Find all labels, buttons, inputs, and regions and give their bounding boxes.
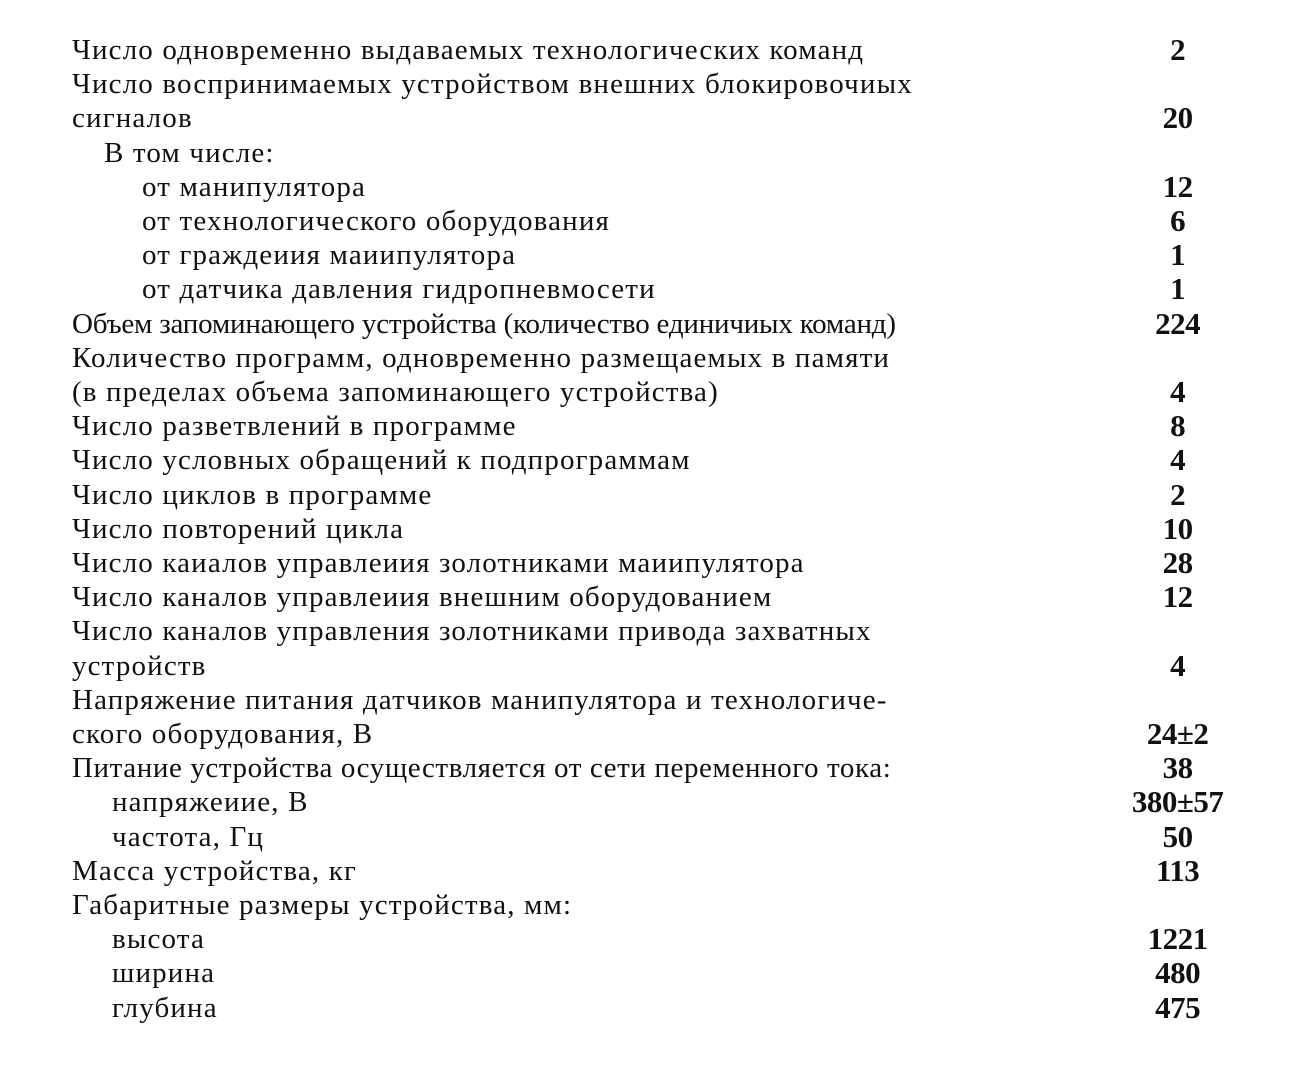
- spec-row-manipulator-channels: [72, 546, 1252, 580]
- spec-label: глубина: [112, 991, 218, 1024]
- spec-row-block-signals: [72, 67, 1252, 135]
- spec-label: от манипулятора: [142, 170, 367, 203]
- spec-label: [72, 614, 1103, 682]
- spec-row-external-channels: [72, 580, 1252, 614]
- spec-row-commands: [72, 33, 1252, 67]
- spec-value: 475: [1155, 989, 1201, 1025]
- spec-row-cycle-repeats: [72, 512, 1252, 546]
- spec-label: [72, 683, 1103, 751]
- spec-row-subroutine-calls: [72, 443, 1252, 477]
- spec-row-cycles: [72, 478, 1252, 512]
- spec-value: 1221: [1147, 921, 1208, 957]
- spec-label: высота: [112, 923, 205, 956]
- spec-label: Число повторений цикла: [72, 512, 405, 545]
- spec-row-dimensions: [72, 888, 1252, 922]
- spec-label: частота, Гц: [112, 820, 265, 853]
- spec-value: 380±57: [1131, 784, 1224, 820]
- spec-value: 8: [1170, 408, 1186, 444]
- spec-value: 2: [1170, 32, 1186, 67]
- spec-value: 480: [1155, 955, 1201, 991]
- spec-row-branches: [72, 409, 1252, 443]
- spec-value: 224: [1155, 305, 1201, 341]
- spec-row-power-supply: [72, 751, 1252, 785]
- spec-row-from-fence: [72, 238, 1252, 272]
- spec-value: 20: [1162, 100, 1193, 136]
- spec-label: Питание устройства осуществляется от сети переменного тока:: [72, 752, 892, 785]
- spec-label-line: сигналов: [72, 102, 193, 135]
- spec-label: Число разветвлений в программе: [72, 410, 517, 443]
- spec-label: Габаритные размеры устройства, мм:: [72, 889, 573, 922]
- spec-value: 1: [1170, 237, 1186, 273]
- spec-value: 1: [1170, 271, 1186, 307]
- spec-row-sensor-voltage: [72, 683, 1252, 751]
- spec-value: 6: [1170, 203, 1186, 239]
- spec-label-line: (в пределах объема запоминающего устройства): [72, 376, 719, 409]
- spec-label: Число каналов управлеиия внешним оборудованием: [72, 581, 773, 614]
- spec-value: 10: [1162, 510, 1193, 546]
- spec-row-frequency: [72, 820, 1252, 854]
- spec-label: Масса устройства, кг: [72, 854, 358, 887]
- spec-row-from-manipulator: [72, 170, 1252, 204]
- spec-label: [72, 67, 1103, 135]
- spec-label: [72, 341, 1103, 409]
- spec-value: 113: [1155, 852, 1200, 888]
- spec-row-from-equipment: [72, 204, 1252, 238]
- spec-label-line: Число воспринимаемых устройством внешних блокировочиых: [72, 68, 913, 101]
- spec-label: от технологического оборудования: [142, 205, 610, 238]
- spec-label-line: устройств: [72, 649, 207, 682]
- spec-row-voltage: [72, 785, 1252, 819]
- spec-value: 50: [1162, 818, 1193, 854]
- spec-row-depth: [72, 991, 1252, 1025]
- spec-label-line: Количество программ, одновременно размещаемых в памяти: [72, 341, 891, 374]
- spec-value: 2: [1170, 476, 1186, 512]
- spec-row-mass: [72, 854, 1252, 888]
- specification-list: [72, 33, 1252, 1025]
- spec-label: В том числе:: [104, 136, 275, 169]
- spec-row-from-pressure-sensor: [72, 272, 1252, 306]
- spec-label-line: ского оборудования, В: [72, 718, 374, 751]
- spec-row-width: [72, 956, 1252, 990]
- spec-row-programs-count: [72, 341, 1252, 409]
- spec-value: 12: [1162, 168, 1193, 204]
- spec-label: от граждеиия маиипулятора: [142, 239, 517, 272]
- spec-label-line: Число каналов управления золотниками привода захватных: [72, 615, 872, 648]
- spec-label: Число одновременно выдаваемых технологических команд: [72, 34, 865, 66]
- spec-label: ширина: [112, 957, 216, 990]
- spec-value: 12: [1162, 579, 1193, 615]
- spec-label: Объем запоминающего устройства (количество единичиых команд): [72, 307, 896, 340]
- spec-value: 24±2: [1146, 716, 1209, 752]
- spec-row-memory-volume: [72, 307, 1252, 341]
- spec-value: 38: [1162, 750, 1193, 786]
- spec-row-height: [72, 922, 1252, 956]
- spec-value: 4: [1170, 374, 1186, 410]
- spec-row-including: [72, 136, 1252, 170]
- spec-label: Число каиалов управлеиия золотниками маиипулятора: [72, 547, 805, 580]
- spec-label: Число условных обращений к подпрограммам: [72, 444, 691, 477]
- spec-label: от датчика давления гидропневмосети: [142, 273, 656, 306]
- spec-value: 4: [1170, 647, 1186, 683]
- spec-row-gripper-channels: [72, 614, 1252, 682]
- spec-label: напряжеиие, В: [112, 786, 309, 819]
- spec-value: 4: [1170, 442, 1186, 478]
- spec-label-line: Напряжение питания датчиков манипулятора и технологиче-: [72, 683, 888, 716]
- spec-label: Число циклов в программе: [72, 478, 433, 511]
- spec-value: 28: [1162, 545, 1193, 581]
